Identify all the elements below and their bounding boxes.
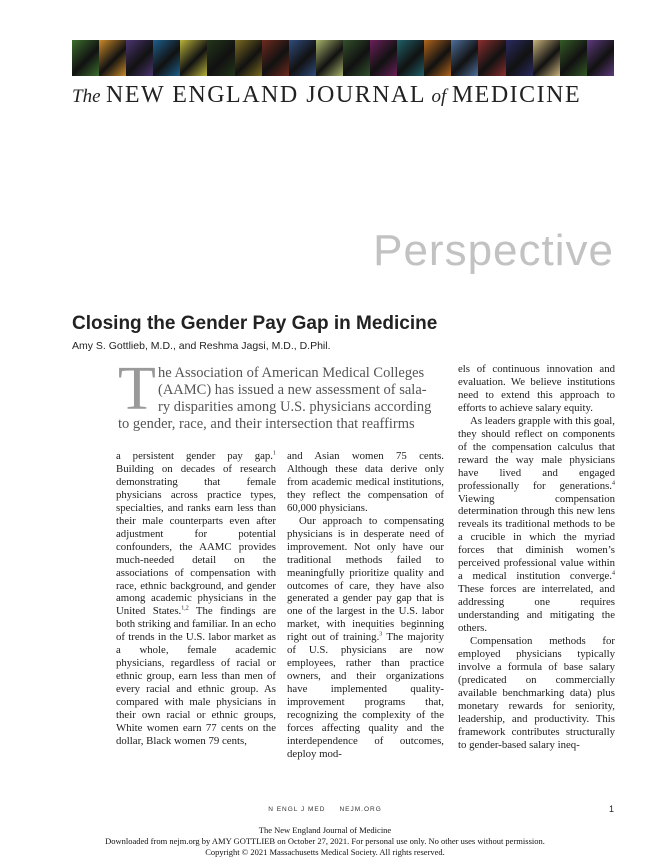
banner-image-tile: [343, 40, 370, 76]
paragraph: Our approach to compensating physicians is in desperate need of improvement. Not only have our traditional methods failed to meaningfully prioritize quality and outcomes of care, they have also generated a gender pay gap that is one of the largest in the U.S. labor market, with inequities beginning right out of training.$^3$ The majority of U.S. physicians are now employees, rather than practice owners, and their organizations have implemented quality-improvement programs that, recognizing the complexity of the forces affecting quality and the interdependence of outcomes, deploy mod-: [287, 514, 444, 760]
body-column-1: [116, 450, 276, 748]
banner-image-tile: [72, 40, 99, 76]
banner-image-tile: [506, 40, 533, 76]
masthead-image-banner: [72, 40, 614, 76]
paragraph: a persistent gender pay gap.$^1$ Building on decades of research demonstrating that female physicians across practice types, specialties, and ranks earn less than their male counterparts even after adjustment for potential confounders, the AAMC provides much-needed detail on the associations of compensation with race, ethnic background, and gender among academic physicians in the United States.$^{1,2}$ The findings are both striking and familiar. In an echo of trends in the U.S. labor market as a whole, female academic physicians, regardless of racial or ethnic group, earn less than men of every racial and ethnic group. As compared with male physicians in their own racial or ethnic groups, White women earn 77 cents on the dollar, Black women 79 cents,: [116, 450, 277, 747]
article-title: Closing the Gender Pay Gap in Medicine: [72, 313, 438, 334]
drop-cap: T: [118, 355, 156, 423]
article-authors: Amy S. Gottlieb, M.D., and Reshma Jagsi, M.D., D.Phil.: [72, 340, 331, 352]
banner-image-tile: [235, 40, 262, 76]
paragraph: and Asian women 75 cents. Although these data derive only from academic medical institutions, they reflect the compensation of 60,000 physicians.: [287, 450, 444, 514]
banner-image-tile: [478, 40, 505, 76]
banner-image-tile: [207, 40, 234, 76]
banner-image-tile: [533, 40, 560, 76]
paragraph: As leaders grapple with this goal, they should reflect on components of the compensation calculus that reward the way male physicians have lived and engaged professionally for generations.$^4$ Viewing compensation determination through this new lens reveals its traditional methods to be a crucible in which the myriad forces that diminish women’s perceived professional value within a medical institution converge.$^4$ These forces are interrelated, and addressing one requires understanding and mitigating the others.: [458, 414, 615, 635]
masthead-title-part2: MEDICINE: [451, 82, 582, 108]
lead-line-1: he Association of American Medical Colleges: [158, 365, 425, 381]
download-notice-title: The New England Journal of Medicine: [258, 825, 392, 835]
body-column-2: [287, 450, 444, 761]
footer-journal: N ENGL J MED: [268, 806, 326, 813]
banner-image-tile: [262, 40, 289, 76]
banner-image-tile: [587, 40, 614, 76]
masthead-the: The: [72, 86, 101, 107]
paragraph: Compensation methods for employed physicians typically involve a formula of base salary (predicated on commercially available benchmarking data) plus monetary rewards for seniority, leadership, and productivity. This framework contributes structurally to gender-based salary ineq-: [458, 635, 615, 751]
banner-image-tile: [316, 40, 343, 76]
banner-image-tile: [289, 40, 316, 76]
masthead-of: of: [431, 86, 447, 107]
lead-line-3: ry disparities among U.S. physicians according: [158, 399, 432, 415]
download-notice: Downloaded from nejm.org by AMY GOTTLIEB on October 27, 2021. For personal use only. No other uses without permission.: [105, 836, 545, 846]
banner-image-tile: [180, 40, 207, 76]
body-column-3: [458, 363, 615, 752]
banner-image-tile: [370, 40, 397, 76]
banner-image-tile: [99, 40, 126, 76]
banner-image-tile: [126, 40, 153, 76]
banner-image-tile: [153, 40, 180, 76]
running-footer: [0, 806, 650, 813]
banner-image-tile: [424, 40, 451, 76]
banner-image-tile: [560, 40, 587, 76]
copyright-notice: Copyright © 2021 Massachusetts Medical Society. All rights reserved.: [205, 847, 445, 857]
footer-site: NEJM.ORG: [339, 806, 382, 813]
lead-line-4: to gender, race, and their intersection that reaffirms: [118, 416, 415, 432]
masthead-title-part1: NEW ENGLAND JOURNAL: [106, 82, 427, 108]
banner-image-tile: [397, 40, 424, 76]
page-number: 1: [608, 804, 614, 814]
paragraph: els of continuous innovation and evaluation. We believe institutions need to extend this approach to efforts to achieve salary equity.: [458, 363, 615, 414]
section-label: Perspective: [373, 226, 614, 275]
banner-image-tile: [451, 40, 478, 76]
lead-line-2: (AAMC) has issued a new assessment of sala-: [158, 382, 427, 398]
journal-masthead: [72, 82, 617, 109]
